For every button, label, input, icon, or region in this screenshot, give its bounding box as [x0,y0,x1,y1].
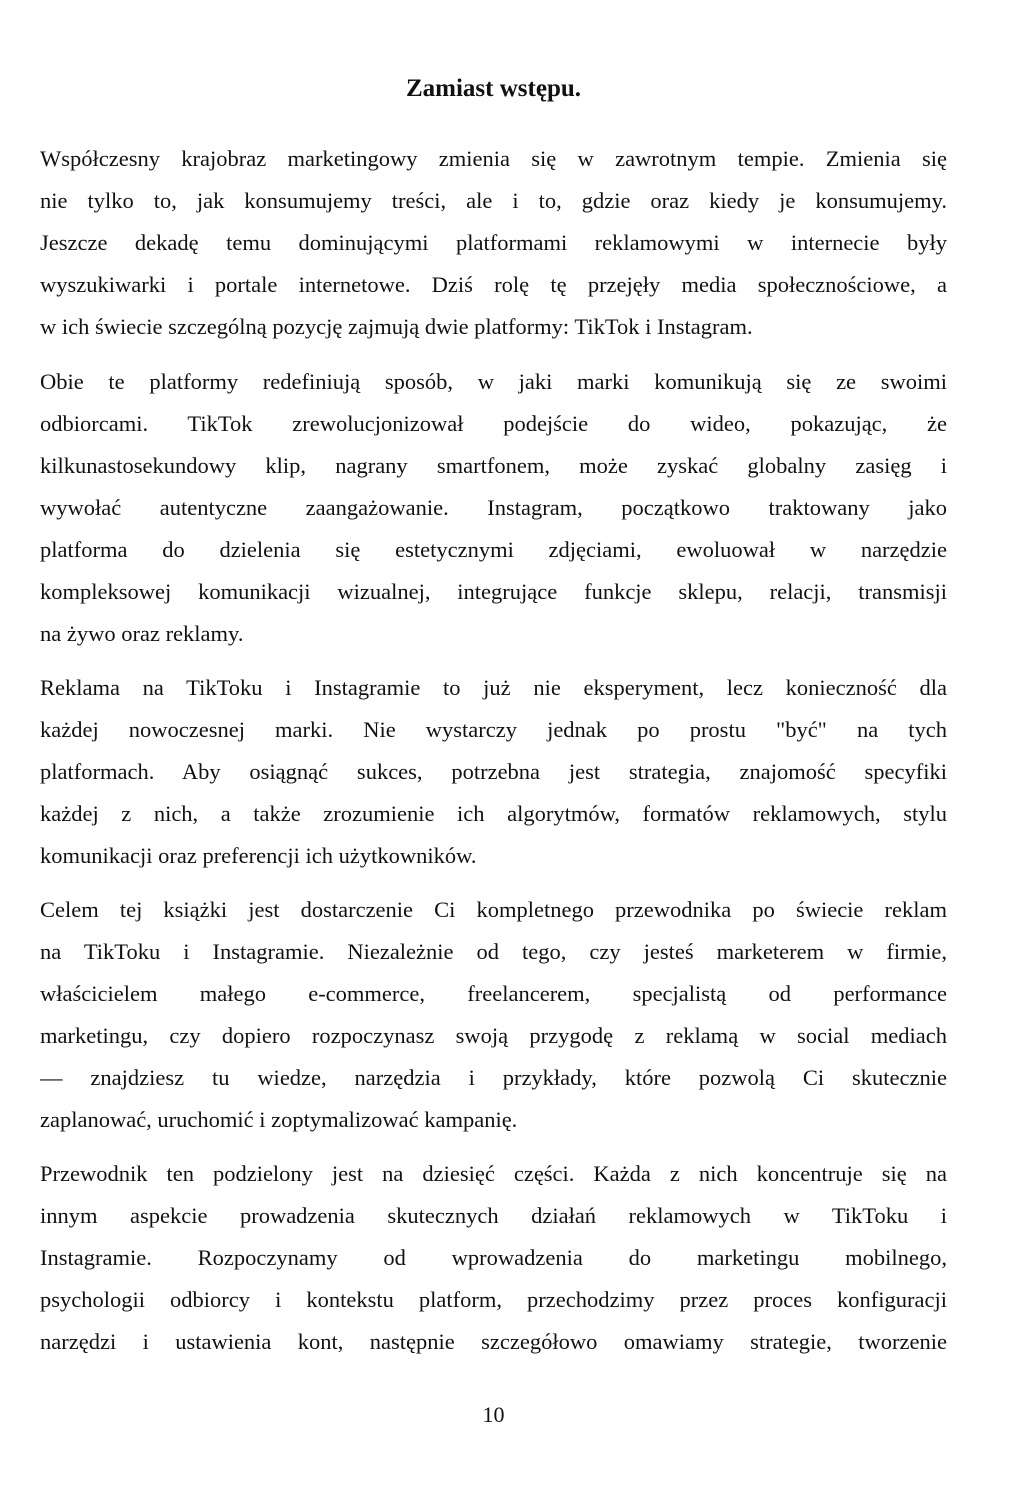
text-line: zaplanować, uruchomić i zoptymalizować kampanię. [40,1107,518,1132]
text-line: kilkunastosekundowy klip, nagrany smartfonem, może zyskać globalny zasięg i [40,453,947,478]
text-line: marketingu, czy dopiero rozpoczynasz swoją przygodę z reklamą w social mediach [40,1023,947,1048]
paragraph-4 [40,889,947,1141]
text-line: nie tylko to, jak konsumujemy treści, ale i to, gdzie oraz kiedy je konsumujemy. [40,188,947,213]
text-line: na żywo oraz reklamy. [40,621,244,646]
text-line: w ich świecie szczególną pozycję zajmują dwie platformy: TikTok i Instagram. [40,314,753,339]
paragraph-2 [40,361,947,655]
text-line: platformach. Aby osiągnąć sukces, potrzebna jest strategia, znajomość specyfiki [40,759,947,784]
text-line: Reklama na TikToku i Instagramie to już nie eksperyment, lecz konieczność dla [40,675,947,700]
text-line: Współczesny krajobraz marketingowy zmienia się w zawrotnym tempie. Zmienia się [40,146,947,171]
text-line: na TikToku i Instagramie. Niezależnie od tego, czy jesteś marketerem w firmie, [40,939,947,964]
text-line: — znajdziesz tu wiedze, narzędzia i przykłady, które pozwolą Ci skutecznie [40,1065,947,1090]
text-line: właścicielem małego e-commerce, freelancerem, specjalistą od performance [40,981,947,1006]
text-line: Celem tej książki jest dostarczenie Ci kompletnego przewodnika po świecie reklam [40,897,947,922]
text-line: wyszukiwarki i portale internetowe. Dziś rolę tę przejęły media społecznościowe, a [40,272,947,297]
page-number: 10 [482,1402,505,1427]
text-line: platforma do dzielenia się estetycznymi zdjęciami, ewoluował w narzędzie [40,537,947,562]
text-line: Jeszcze dekadę temu dominującymi platformami reklamowymi w internecie były [40,230,947,255]
text-line: innym aspekcie prowadzenia skutecznych działań reklamowych w TikToku i [40,1203,947,1228]
text-line: komunikacji oraz preferencji ich użytkowników. [40,843,477,868]
text-line: odbiorcami. TikTok zrewolucjonizował podejście do wideo, pokazując, że [40,411,947,436]
paragraph-5 [40,1153,947,1363]
chapter-title: Zamiast wstępu. [405,75,581,102]
text-line: Przewodnik ten podzielony jest na dziesięć części. Każda z nich koncentruje się na [40,1161,947,1186]
text-line: kompleksowej komunikacji wizualnej, integrujące funkcje sklepu, relacji, transmisji [40,579,947,604]
text-line: wywołać autentyczne zaangażowanie. Instagram, początkowo traktowany jako [40,495,947,520]
text-line: każdej nowoczesnej marki. Nie wystarczy jednak po prostu "być" na tych [40,717,947,742]
text-line: Instagramie. Rozpoczynamy od wprowadzenia do marketingu mobilnego, [40,1245,947,1270]
text-line: każdej z nich, a także zrozumienie ich algorytmów, formatów reklamowych, stylu [40,801,947,826]
paragraph-3 [40,667,947,877]
paragraph-1 [40,138,947,348]
text-line: narzędzi i ustawienia kont, następnie szczegółowo omawiamy strategie, tworzenie [40,1329,947,1354]
text-line: Obie te platformy redefiniują sposób, w jaki marki komunikują się ze swoimi [40,369,947,394]
text-line: psychologii odbiorcy i kontekstu platform, przechodzimy przez proces konfiguracji [40,1287,947,1312]
